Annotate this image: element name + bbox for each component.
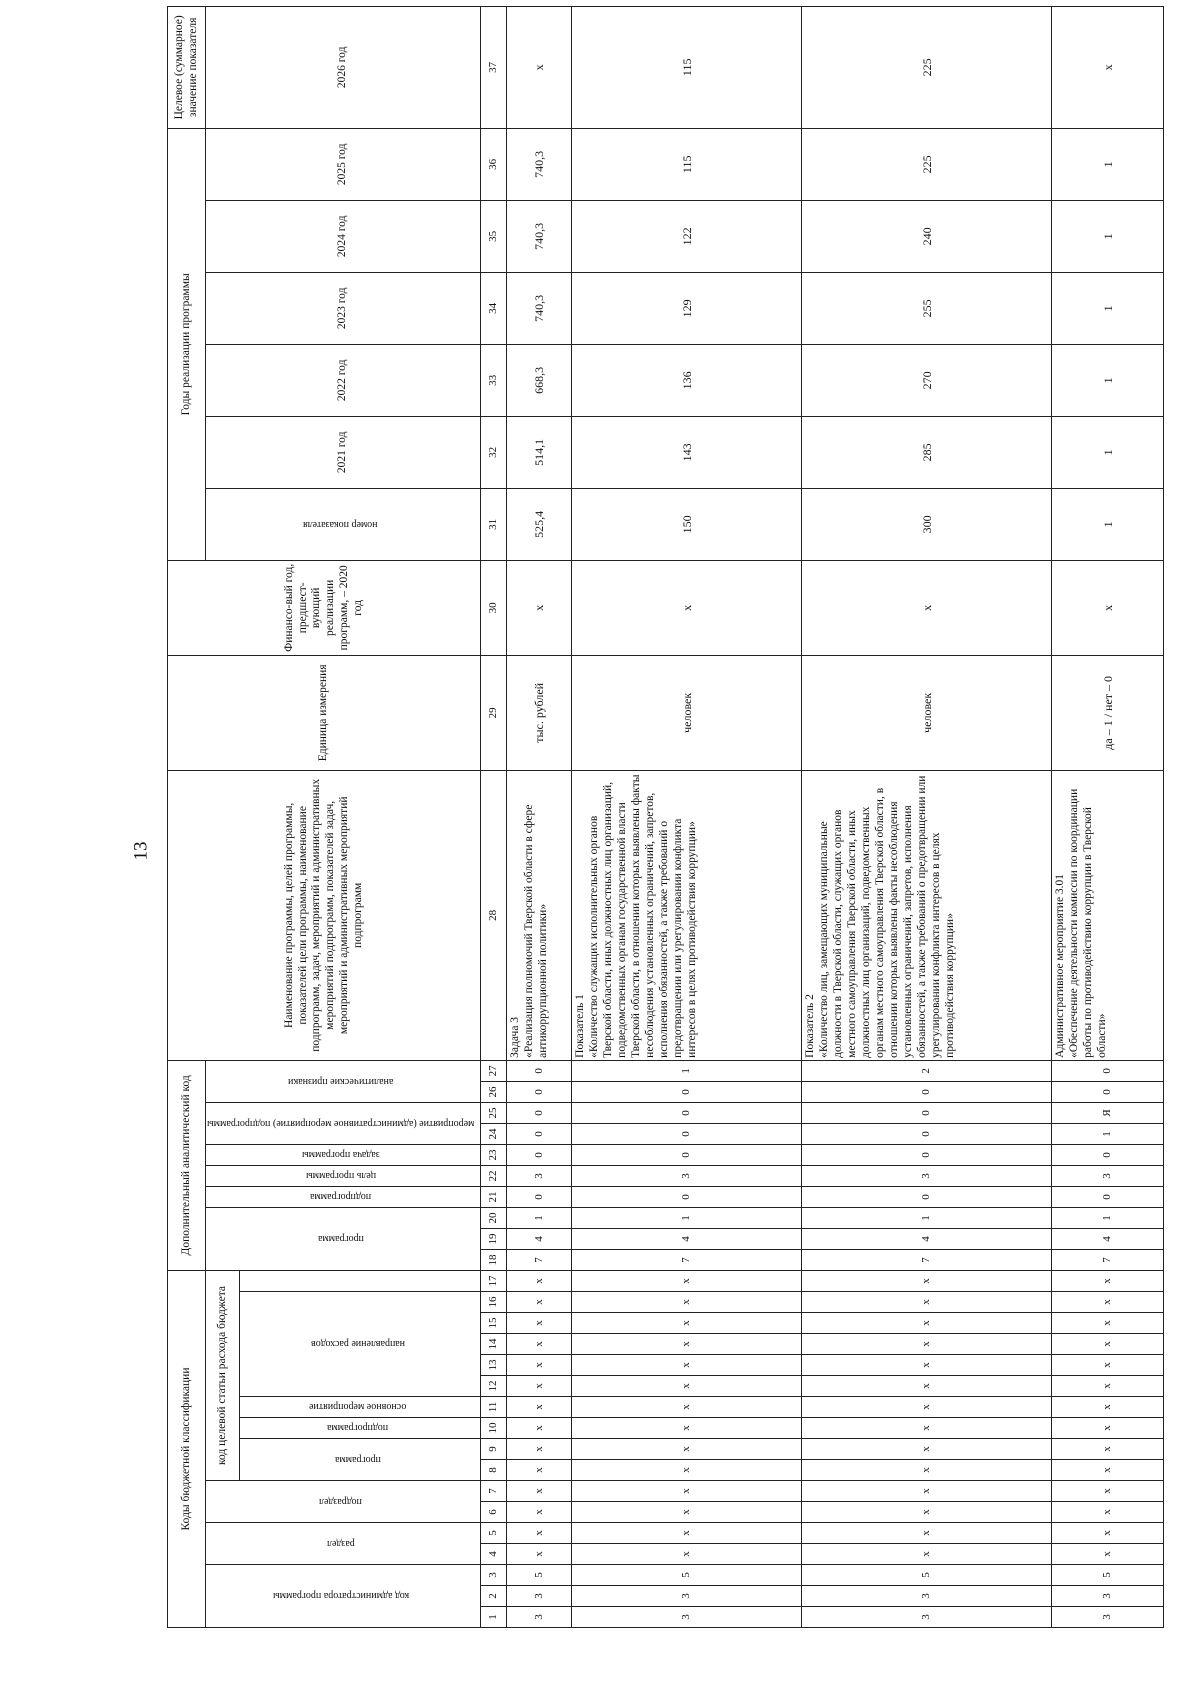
code-cell: 7 [802,1249,1052,1270]
row-name-description: «Количество лиц, замещающих муниципальные должности в Тверской области, служащих органов местного самоуправления Тверской области, иных должностных лиц организаций, подведомственных органам местного самоуправления Тверской области, в отношении которых выявлены факты несоблюдения установленных ограничений, запретов, исполнения обязанностей, а также требований о предотвращении или урегулировании конфликта интересов в целях противодействия коррупции» [818,775,957,1058]
ext-programma-header-text: программа [317,1233,364,1245]
code-cell: x [507,1544,572,1565]
column-number: 36 [481,128,507,200]
code-cell: x [802,1523,1052,1544]
code-cell: x [572,1292,802,1313]
code-cell: x [507,1418,572,1439]
financial-year-header: Финансо-вый год, предшест-вующий реализации программ, – 2020 год [168,560,481,655]
column-number: 11 [481,1397,507,1418]
code-cell: x [572,1502,802,1523]
code-cell: x [507,1313,572,1334]
column-number: 14 [481,1334,507,1355]
unit-cell: человек [802,655,1052,770]
row-name-description: «Обеспечение деятельности комиссии по координации работы по противодействию коррупции в Тверской области» [1068,788,1109,1058]
year-value-cell: 136 [572,344,802,416]
target-group-header: Целевое (суммарное) значение показателя [168,6,206,128]
column-number: 13 [481,1355,507,1376]
year-value-cell: 122 [572,200,802,272]
code-cell: x [1052,1418,1164,1439]
column-number: 20 [481,1207,507,1228]
extra-code-group-header: Дополнительный аналитический код [168,1060,206,1270]
year-value-cell: 150 [572,488,802,560]
column-number: 27 [481,1060,507,1081]
code-cell: x [507,1292,572,1313]
code-cell: x [507,1355,572,1376]
unit-cell: человек [572,655,802,770]
code-cell: 0 [1052,1186,1164,1207]
name-column-header: Наименование программы, целей программы, показателей цели программы, наименование подпрограмм, задач, мероприятий и административных мероприятий подпрограмм, показателей задач, мероприятий и административных мероприятий подпрограмм [168,770,481,1060]
column-number: 3 [481,1565,507,1586]
code-cell: 5 [507,1565,572,1586]
podprogramma-header-text: подпрограмма [327,1422,389,1434]
column-number: 6 [481,1502,507,1523]
code-cell: x [802,1481,1052,1502]
code-cell: x [572,1376,802,1397]
column-number: 1 [481,1607,507,1628]
podrazdel-header [206,1481,481,1523]
code-cell: 0 [507,1081,572,1102]
column-number: 26 [481,1081,507,1102]
code-cell: x [802,1418,1052,1439]
code-cell: 3 [1052,1607,1164,1628]
year-value-cell: 300 [802,488,1052,560]
year-header: 2023 год [206,272,481,344]
row-name-title: Задача 3 [509,1016,522,1058]
code-cell: 3 [507,1586,572,1607]
goal-header [206,1165,481,1186]
row-name-title: Показатель 2 [804,994,817,1058]
ext-podprogramma-header [206,1186,481,1207]
code-cell: 0 [802,1123,1052,1144]
code-cell: x [507,1270,572,1291]
code-cell: x [572,1334,802,1355]
column-number: 4 [481,1544,507,1565]
column-number: 2 [481,1586,507,1607]
column-number: 19 [481,1228,507,1249]
indicator-no-header-text: номер показателя [303,518,378,530]
admin-event-header-text: мероприятие (административное мероприятие) подпрограммы [207,1117,475,1129]
code-cell: x [802,1270,1052,1291]
code-cell: x [1052,1313,1164,1334]
column-number: 28 [481,770,507,1060]
year-header: 2021 год [206,416,481,488]
column-number: 5 [481,1523,507,1544]
code-cell: x [507,1397,572,1418]
goal-header-text: цель программы [305,1170,376,1182]
row-name-cell [1052,770,1164,1060]
column-number: 33 [481,344,507,416]
code-cell: x [802,1376,1052,1397]
code-cell: 2 [802,1060,1052,1081]
year-header: 2024 год [206,200,481,272]
code-cell: 0 [1052,1144,1164,1165]
task-header [206,1144,481,1165]
table-row [572,6,802,1627]
year-value-cell: 285 [802,416,1052,488]
target-value-cell: 225 [802,6,1052,128]
code-cell: 0 [507,1123,572,1144]
code-cell: 1 [572,1207,802,1228]
code-cell: 3 [507,1607,572,1628]
code-cell: 3 [572,1165,802,1186]
code-cell: x [1052,1292,1164,1313]
code-cell: x [572,1481,802,1502]
code-cell: x [572,1544,802,1565]
admin-code-header [206,1565,481,1628]
row-name-title: Показатель 1 [574,994,587,1058]
code-cell: 3 [1052,1165,1164,1186]
code-cell: 7 [572,1249,802,1270]
code-cell: 1 [1052,1207,1164,1228]
column-number: 37 [481,6,507,128]
code-cell: 4 [507,1228,572,1249]
admin-event-header [206,1102,481,1144]
column-number: 17 [481,1270,507,1291]
year-value-cell: 514,1 [507,416,572,488]
row-name-cell [802,770,1052,1060]
column-number: 23 [481,1144,507,1165]
column-number: 7 [481,1481,507,1502]
code-cell: x [1052,1481,1164,1502]
rotated-table-canvas [167,15,1120,1628]
page-number: 13 [130,841,152,861]
code-cell: 3 [572,1607,802,1628]
expense-direction-header [240,1292,481,1397]
year-value-cell: 129 [572,272,802,344]
code-cell: 3 [802,1607,1052,1628]
year-header: 2026 год [206,6,481,128]
year-value-cell: 1 [1052,128,1164,200]
column-number: 8 [481,1460,507,1481]
code-cell: x [802,1292,1052,1313]
programma-header [240,1439,481,1481]
code-cell: x [802,1544,1052,1565]
code-cell: x [802,1334,1052,1355]
column-number: 18 [481,1249,507,1270]
rotated-table-frame [167,15,1120,1628]
target-value-cell: x [507,6,572,128]
code-cell: x [572,1523,802,1544]
code-cell: 0 [572,1144,802,1165]
row-name-cell [507,770,572,1060]
column-number: 31 [481,488,507,560]
code-cell: 0 [802,1186,1052,1207]
year-header: 2022 год [206,344,481,416]
code-cell: x [1052,1376,1164,1397]
code-cell: 4 [802,1228,1052,1249]
year-value-cell: 1 [1052,272,1164,344]
code-cell: Я [1052,1102,1164,1123]
code-cell: 0 [802,1102,1052,1123]
year-value-cell: 1 [1052,200,1164,272]
code-cell: x [507,1439,572,1460]
code-cell: 4 [572,1228,802,1249]
program-indicators-table [167,6,1164,1628]
row-name-description: «Количество служащих исполнительных органов Тверской области, иных должностных лиц организаций, подведомственных органам государственной власти Тверской области, в отношении которых выявлены факты несоблюдения установленных ограничений, запретов, исполнения обязанностей, а также требований о предотвращении или урегулировании конфликта интересов в целях противодействия коррупции» [588,774,699,1058]
code-cell: x [1052,1439,1164,1460]
row-name-description: «Реализация полномочий Тверской области в сфере антикоррупционной политики» [523,804,550,1058]
year-value-cell: 143 [572,416,802,488]
code-cell: x [507,1481,572,1502]
year-header: 2025 год [206,128,481,200]
main-event-header [240,1397,481,1418]
code-cell: x [1052,1460,1164,1481]
codes-group-header: Коды бюджетной классификации [168,1270,206,1627]
code-cell: 3 [802,1165,1052,1186]
analytic-header [206,1060,481,1102]
ext-podprogramma-header-text: подпрограмма [310,1191,372,1203]
code-cell: 0 [1052,1060,1164,1081]
code-cell: x [1052,1355,1164,1376]
target-article-group-header: код целевой статьи расхода бюджета [206,1270,240,1480]
code-cell: 1 [802,1207,1052,1228]
code-cell: 4 [1052,1228,1164,1249]
column-number: 25 [481,1102,507,1123]
code-cell: 7 [507,1249,572,1270]
column-number: 32 [481,416,507,488]
code-cell: x [507,1460,572,1481]
column-number: 30 [481,560,507,655]
programma-header-text: программа [334,1454,381,1465]
year-value-cell: 1 [1052,416,1164,488]
unit-cell: да – 1 / нет – 0 [1052,655,1164,770]
indicator-no-header [206,488,481,560]
code-cell: 0 [507,1186,572,1207]
code-cell: x [507,1523,572,1544]
code-cell: 0 [572,1102,802,1123]
code-cell: 1 [1052,1123,1164,1144]
financial-year-cell: x [507,560,572,655]
financial-year-cell: x [572,560,802,655]
code-cell: 1 [572,1060,802,1081]
expense-direction-header-text: направление расходов [310,1338,405,1350]
code-cell: x [572,1270,802,1291]
year-value-cell: 1 [1052,488,1164,560]
header-row-1 [168,6,206,1627]
code-cell: x [507,1334,572,1355]
code-cell: x [1052,1502,1164,1523]
code-cell: x [1052,1544,1164,1565]
table-row [802,6,1052,1627]
year-value-cell: 225 [802,128,1052,200]
year-value-cell: 240 [802,200,1052,272]
code-cell: x [572,1355,802,1376]
row-name-cell [572,770,802,1060]
year-value-cell: 1 [1052,344,1164,416]
code-cell: 0 [572,1081,802,1102]
column-number: 35 [481,200,507,272]
code-cell: 0 [572,1186,802,1207]
year-value-cell: 255 [802,272,1052,344]
code-cell: x [802,1460,1052,1481]
admin-code-header-text: код администратора программы [272,1590,409,1602]
code-cell: 0 [802,1144,1052,1165]
code-cell: 7 [1052,1249,1164,1270]
code-cell: 3 [1052,1586,1164,1607]
code-cell: 5 [572,1565,802,1586]
code-cell: x [572,1460,802,1481]
code-cell: x [507,1502,572,1523]
target-value-cell: x [1052,6,1164,128]
column-number: 10 [481,1418,507,1439]
table-row [507,6,572,1627]
razdel-header [206,1523,481,1565]
financial-year-cell: x [802,560,1052,655]
column-number: 29 [481,655,507,770]
podprogramma-header [240,1418,481,1439]
podrazdel-header-text: подраздел [319,1496,363,1507]
year-value-cell: 740,3 [507,128,572,200]
code-cell: x [572,1397,802,1418]
code-cell: 3 [572,1586,802,1607]
column-number: 21 [481,1186,507,1207]
code-cell: 1 [507,1207,572,1228]
code-cell: 0 [507,1102,572,1123]
razdel-header-text: раздел [326,1538,355,1549]
row-name-title: Административное мероприятие 3.01 [1054,873,1067,1058]
code-cell: x [802,1355,1052,1376]
code-cell: x [507,1376,572,1397]
code-cell: x [802,1313,1052,1334]
code-cell: x [572,1439,802,1460]
code-cell: 0 [507,1060,572,1081]
year-value-cell: 270 [802,344,1052,416]
code-cell: 5 [802,1565,1052,1586]
column-number: 22 [481,1165,507,1186]
code-cell: x [802,1397,1052,1418]
column-number: 12 [481,1376,507,1397]
unit-cell: тыс. рублей [507,655,572,770]
code-cell: x [802,1439,1052,1460]
column-number: 24 [481,1123,507,1144]
code-cell: 0 [1052,1081,1164,1102]
code-cell: x [572,1313,802,1334]
code-cell: x [1052,1397,1164,1418]
unit-column-header: Единица измерения [168,655,481,770]
code-cell: 3 [507,1165,572,1186]
year-value-cell: 115 [572,128,802,200]
column-number-row [481,6,507,1627]
year-value-cell: 740,3 [507,272,572,344]
code-cell: x [1052,1334,1164,1355]
table-row [1052,6,1164,1627]
column-number: 34 [481,272,507,344]
code-cell: 0 [572,1123,802,1144]
financial-year-cell: x [1052,560,1164,655]
year-value-cell: 668,3 [507,344,572,416]
column-number: 15 [481,1313,507,1334]
code-cell: 0 [507,1144,572,1165]
target-value-cell: 115 [572,6,802,128]
analytic-header-text: аналитические признаки [288,1075,394,1087]
code-cell: 5 [1052,1565,1164,1586]
column-number: 9 [481,1439,507,1460]
task-header-text: задача программы [301,1149,380,1161]
ext-programma-header [206,1207,481,1270]
code-cell: 3 [802,1586,1052,1607]
code-cell: x [802,1502,1052,1523]
code-cell: x [572,1418,802,1439]
years-group-header: Годы реализации программы [168,128,206,560]
year-value-cell: 525,4 [507,488,572,560]
main-event-header-text: основное мероприятие [309,1401,407,1413]
code-cell: x [1052,1270,1164,1291]
code-cell: x [1052,1523,1164,1544]
column-number: 16 [481,1292,507,1313]
code-cell: 0 [802,1081,1052,1102]
year-value-cell: 740,3 [507,200,572,272]
